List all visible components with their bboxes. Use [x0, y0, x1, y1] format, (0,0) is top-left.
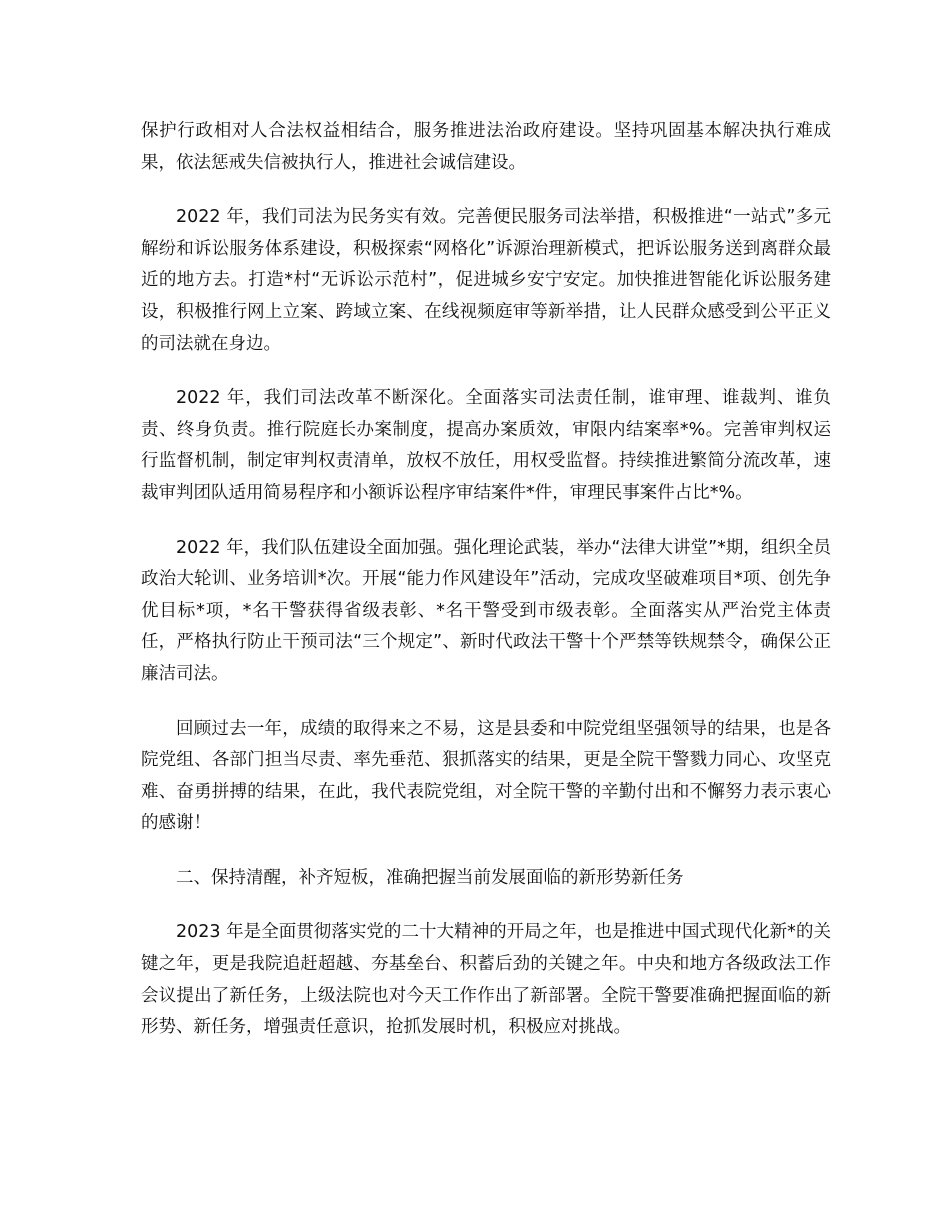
- document-body: [141, 116, 831, 1067]
- paragraph-3: 2022 年，我们司法改革不断深化。全面落实司法责任制，谁审理、谁裁判、谁负责、终身负责。推行院庭长办案制度，提高办案质效，审限内结案率*%。完善审判权运行监督机制，制定审判权责清单，放权不放任，用权受监督。持续推进繁简分流改革，速裁审判团队适用简易程序和小额诉讼程序审结案件*件，审理民事案件占比*%。: [141, 388, 831, 503]
- section-heading: 二、保持清醒，补齐短板，准确把握当前发展面临的新形势新任务: [176, 867, 684, 888]
- paragraph-1: 保护行政相对人合法权益相结合，服务推进法治政府建设。坚持巩固基本解决执行难成果，依法惩戒失信被执行人，推进社会诚信建设。: [141, 121, 831, 173]
- paragraph-2: 2022 年，我们司法为民务实有效。完善便民服务司法举措，积极推进“一站式”多元解纷和诉讼服务体系建设，积极探索“网格化”诉源治理新模式，把诉讼服务送到离群众最近的地方去。打造*村“无诉讼示范村”，促进城乡安宁安定。加快推进智能化诉讼服务建设，积极推行网上立案、跨域立案、在线视频庭审等新举措，让人民群众感受到公平正义的司法就在身边。: [141, 207, 831, 354]
- paragraph-4: 2022 年，我们队伍建设全面加强。强化理论武装，举办“法律大讲堂”*期，组织全员政治大轮训、业务培训*次。开展“能力作风建设年”活动，完成攻坚破难项目*项、创先争优目标*项，*名干警获得省级表彰、*名干警受到市级表彰。全面落实从严治党主体责任，严格执行防止干预司法“三个规定”、新时代政法干警十个严禁等铁规禁令，确保公正廉洁司法。: [141, 537, 831, 684]
- paragraph-7: 2023 年是全面贯彻落实党的二十大精神的开局之年，也是推进中国式现代化新*的关键之年，更是我院追赶超越、夯基垒台、积蓄后劲的关键之年。中央和地方各级政法工作会议提出了新任务，上级法院也对今天工作作出了新部署。全院干警要准确把握面临的新形势、新任务，增强责任意识，抢抓发展时机，积极应对挑战。: [141, 922, 831, 1038]
- paragraph-5: 回顾过去一年，成绩的取得来之不易，这是县委和中院党组坚强领导的结果，也是各院党组、各部门担当尽责、率先垂范、狠抓落实的结果，更是全院干警戮力同心、攻坚克难、奋勇拼搏的结果，在此，我代表院党组，对全院干警的辛勤付出和不懈努力表示衷心的感谢！: [141, 718, 831, 834]
